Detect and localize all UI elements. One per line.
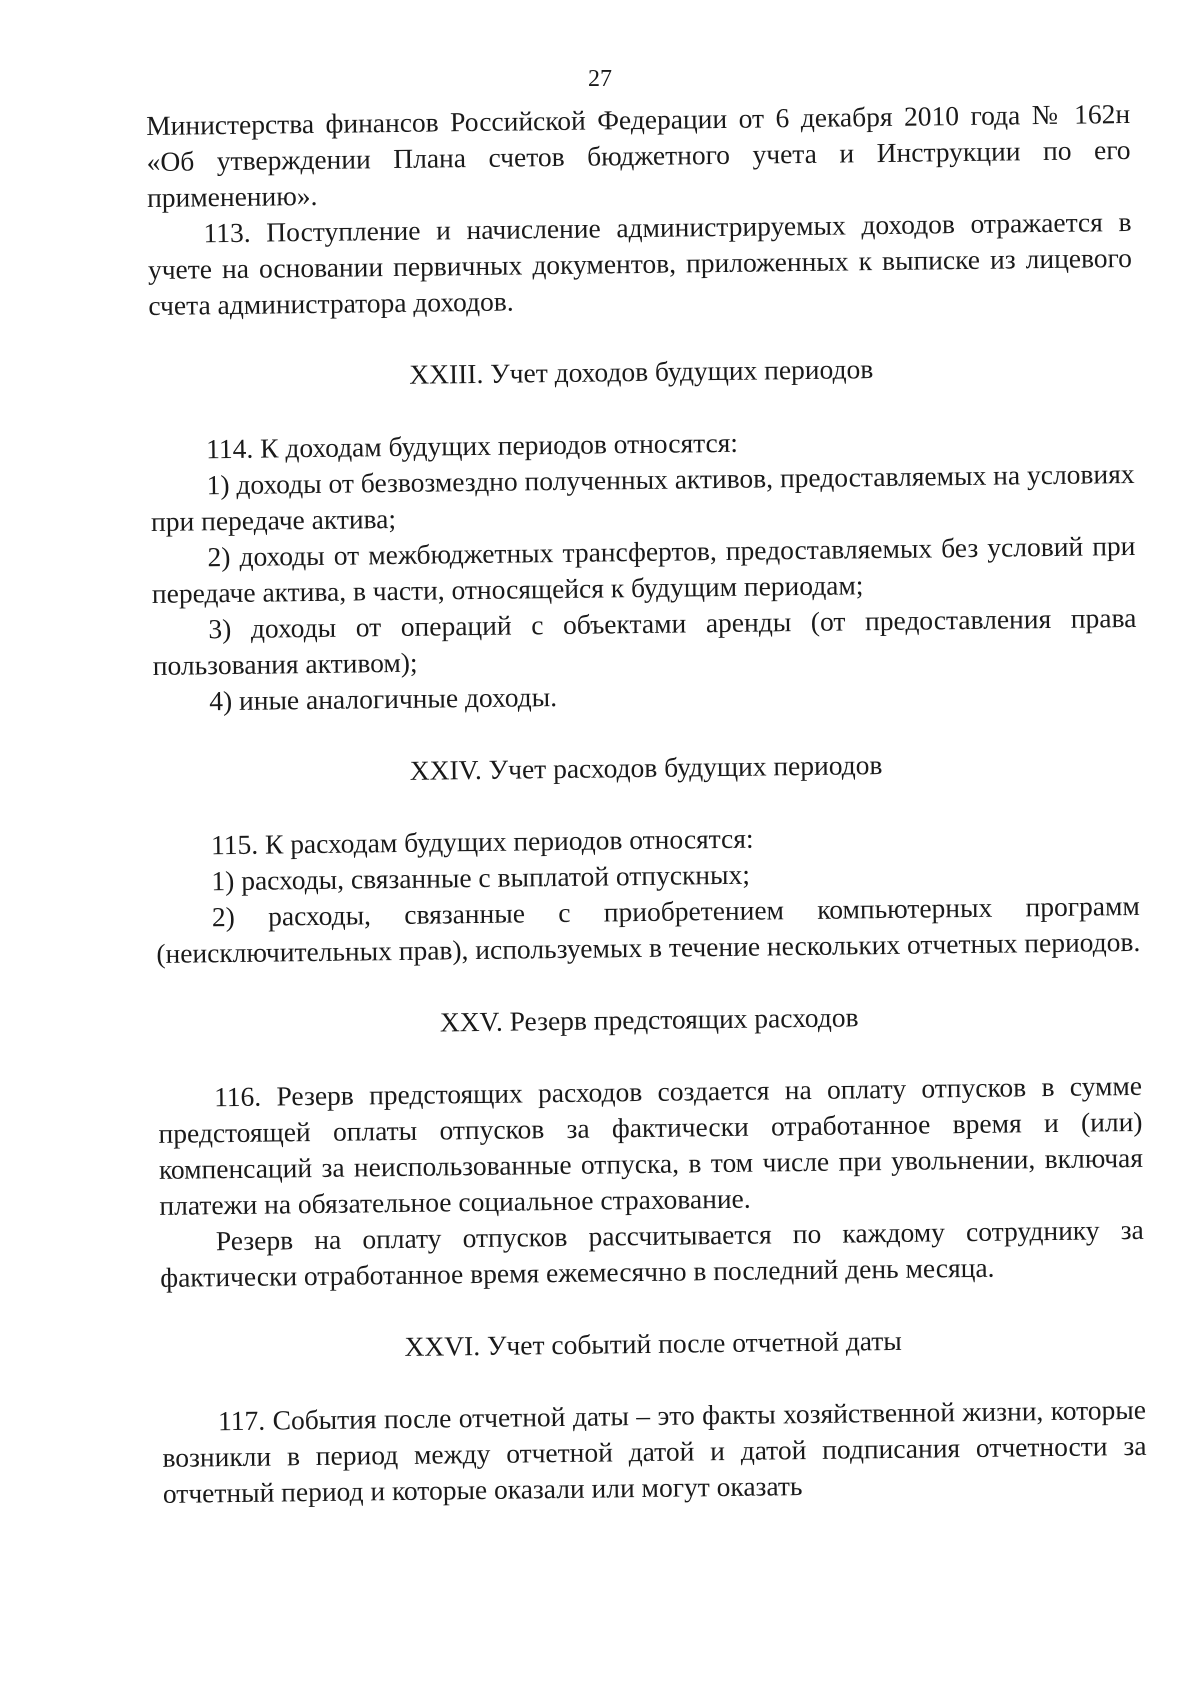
paragraph-115: 115. К расходам будущих периодов относятся: [210,822,754,861]
paragraph-113: 113. Поступление и начисление администрируемых доходов отражается в учете на основании первичных документов, приложенных к выписке из лицевого счета администратора доходов. [147,205,1133,321]
section-heading-xxiv: XXIV. Учет расходов будущих периодов [409,749,883,786]
document-body [146,96,1147,1512]
list-item: 2) расходы, связанные с приобретением компьютерных программ (неисключительных прав), используемых в течение нескольких отчетных периодов. [156,889,1141,969]
section-heading-xxiii: XXIII. Учет доходов будущих периодов [409,353,874,390]
list-item: 3) доходы от операций с объектами аренды (от предоставления права пользования активом); [152,601,1137,681]
paragraph-116-reserve: Резерв на оплату отпусков рассчитывается по каждому сотруднику за фактически отработанное время ежемесячно в последний день месяца. [160,1213,1144,1293]
paragraph-114: 114. К доходам будущих периодов относятся: [205,426,739,465]
list-item: 1) доходы от безвозмездно полученных активов, предоставляемых на условиях при передаче актива; [150,457,1135,537]
list-item: 4) иные аналогичные доходы. [209,681,558,717]
list-item: 2) доходы от межбюджетных трансфертов, предоставляемых без условий при передаче актива, в части, относящейся к будущим периодам; [151,529,1136,609]
paragraph-117: 117. События после отчетной даты – это факты хозяйственной жизни, которые возникли в период между отчетной датой и датой подписания отчетности за отчетный период и которые оказали или могут оказать [162,1393,1147,1509]
section-heading-xxv: XXV. Резерв предстоящих расходов [439,1001,859,1038]
paragraph-116: 116. Резерв предстоящих расходов создается на оплату отпусков в сумме предстоящей оплаты отпусков за фактически отработанное время и (или) компенсаций за неиспользованные отпуска, в том числе при увольнении, включая платежи на обязательное социальное страхование. [158,1069,1144,1221]
intro-paragraph: Министерства финансов Российской Федерации от 6 декабря 2010 года № 162н «Об утверждении Плана счетов бюджетного учета и Инструкции по его применению». [146,97,1131,213]
page-number: 27 [588,66,612,92]
section-heading-xxvi: XXVI. Учет событий после отчетной даты [404,1324,902,1362]
list-item: 1) расходы, связанные с выплатой отпускных; [211,858,751,897]
